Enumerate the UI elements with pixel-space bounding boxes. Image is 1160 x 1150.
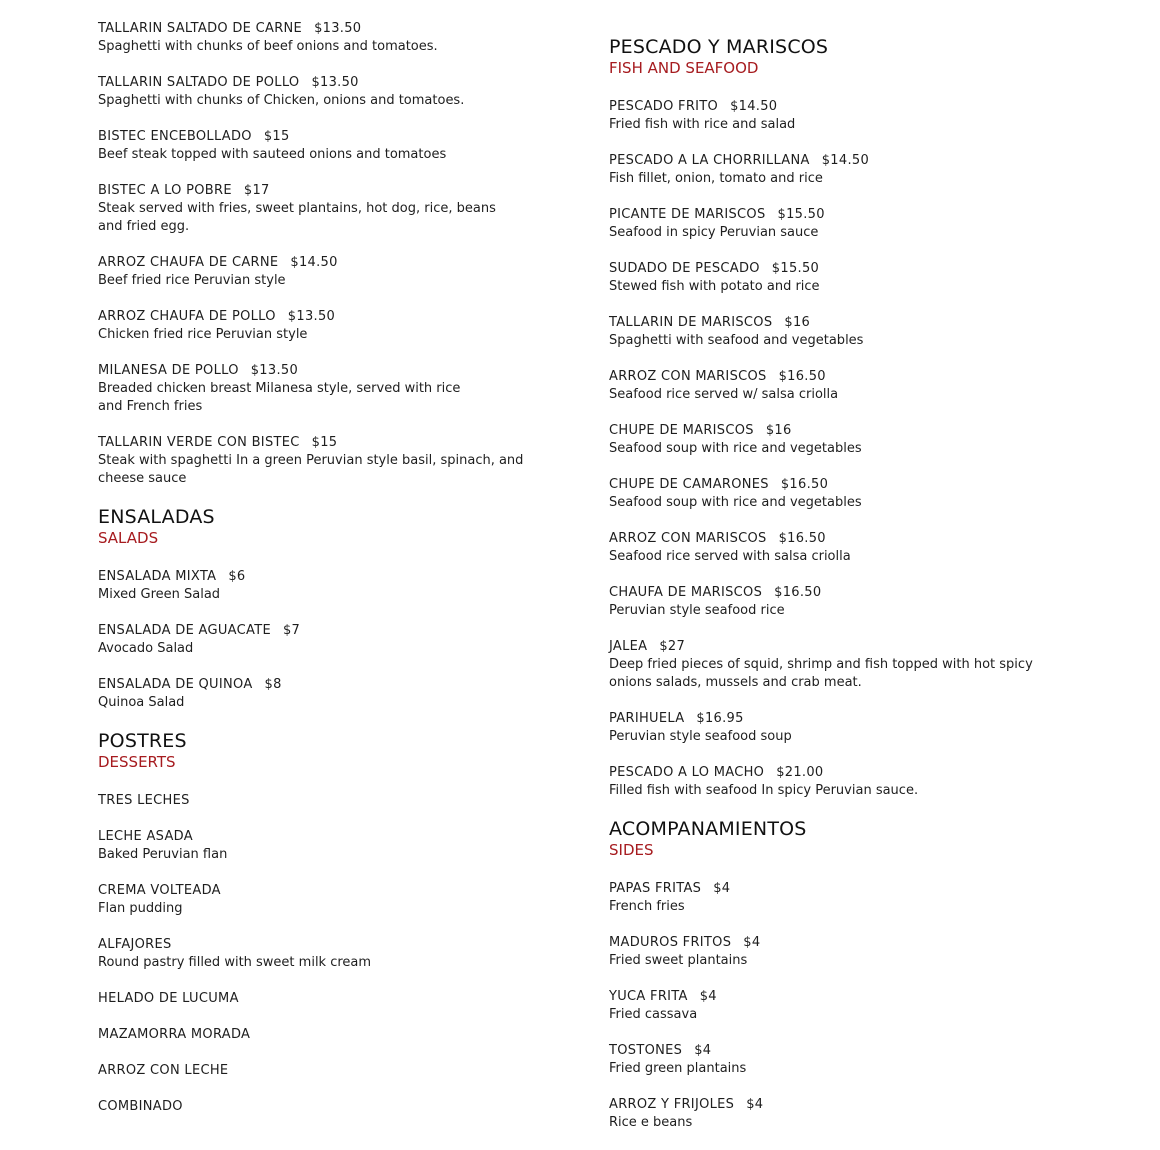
menu-item — [609, 206, 1049, 242]
menu-item-name: PESCADO A LA CHORRILLANA — [609, 153, 810, 168]
menu-item-price: $13.50 — [250, 363, 299, 378]
menu-item-title — [98, 1026, 528, 1044]
menu-item — [609, 98, 1049, 134]
menu-item-title — [98, 434, 528, 452]
menu-item-description: Steak served with fries, sweet plantains, hot dog, rice, beans and fried egg. — [98, 201, 496, 234]
menu-item — [609, 1096, 1049, 1132]
menu-item-title — [98, 828, 528, 846]
menu-item-description: Quinoa Salad — [98, 695, 185, 710]
menu-item-name: ARROZ CHAUFA DE CARNE — [98, 255, 279, 270]
menu-item-description: Flan pudding — [98, 901, 183, 916]
menu-item-name: ARROZ CHAUFA DE POLLO — [98, 309, 276, 324]
entrees-list — [98, 20, 528, 488]
menu-item — [609, 314, 1049, 350]
menu-item-description: Fried cassava — [609, 1007, 698, 1022]
menu-item-name: YUCA FRITA — [609, 989, 688, 1004]
section-subtitle-sides: SIDES — [609, 841, 654, 859]
menu-item — [98, 254, 528, 290]
menu-item-description: Rice e beans — [609, 1115, 693, 1130]
menu-item — [98, 182, 528, 236]
menu-item-description: Mixed Green Salad — [98, 587, 221, 602]
section-header-seafood — [609, 36, 1049, 78]
section-subtitle-salads: SALADS — [98, 529, 159, 547]
menu-item-description: Spaghetti with seafood and vegetables — [609, 333, 864, 348]
menu-item-description: Breaded chicken breast Milanesa style, served with rice and French fries — [98, 381, 461, 414]
menu-item-title — [609, 152, 1049, 170]
menu-item-name: PAPAS FRITAS — [609, 881, 702, 896]
menu-item-price: $4 — [713, 881, 731, 896]
menu-item — [609, 764, 1049, 800]
menu-item-description: Avocado Salad — [98, 641, 194, 656]
menu-item-name: ARROZ CON LECHE — [98, 1063, 229, 1078]
menu-item-name: BISTEC A LO POBRE — [98, 183, 232, 198]
menu-item — [98, 20, 528, 56]
menu-item-name: LECHE ASADA — [98, 829, 193, 844]
menu-item-name: ENSALADA MIXTA — [98, 569, 217, 584]
menu-item-title — [98, 622, 528, 640]
menu-item-price: $13.50 — [287, 309, 336, 324]
menu-item-description: Spaghetti with chunks of beef onions and tomatoes. — [98, 39, 438, 54]
menu-item-name: MAZAMORRA MORADA — [98, 1027, 251, 1042]
menu-item-title — [98, 568, 528, 586]
menu-column-left — [98, 20, 528, 1134]
menu-item-title — [609, 422, 1049, 440]
menu-item-description: Deep fried pieces of squid, shrimp and fish topped with hot spicy onions salads, mussels and crab meat. — [609, 657, 1033, 690]
menu-item-price: $27 — [659, 639, 686, 654]
menu-item-price: $16 — [765, 423, 792, 438]
menu-item-name: MILANESA DE POLLO — [98, 363, 239, 378]
menu-item-price: $21.00 — [776, 765, 824, 780]
menu-item — [609, 368, 1049, 404]
salads-list — [98, 568, 528, 712]
sides-list — [609, 880, 1049, 1132]
menu-column-right — [609, 36, 1049, 1150]
menu-item-title — [98, 882, 528, 900]
menu-item-price: $15 — [311, 435, 338, 450]
menu-item-description: Round pastry filled with sweet milk cream — [98, 955, 372, 970]
seafood-list — [609, 98, 1049, 800]
menu-item-description: Fried green plantains — [609, 1061, 747, 1076]
menu-item — [98, 74, 528, 110]
section-header-desserts — [98, 730, 528, 772]
menu-item-price: $7 — [282, 623, 301, 638]
menu-item-price: $14.50 — [730, 99, 778, 114]
menu-item-name: TALLARIN DE MARISCOS — [609, 315, 773, 330]
section-subtitle-seafood: FISH AND SEAFOOD — [609, 59, 759, 77]
menu-item-title — [609, 206, 1049, 224]
section-title-desserts: POSTRES — [98, 730, 187, 752]
menu-item-name: JALEA — [609, 639, 648, 654]
menu-item — [98, 434, 528, 488]
section-subtitle-desserts: DESSERTS — [98, 753, 176, 771]
menu-item-description: Chicken fried rice Peruvian style — [98, 327, 308, 342]
menu-item-name: TALLARIN VERDE CON BISTEC — [98, 435, 300, 450]
menu-item-title — [98, 936, 528, 954]
menu-item-name: TALLARIN SALTADO DE POLLO — [98, 75, 300, 90]
menu-item-price: $14.50 — [821, 153, 870, 168]
section-title-sides: ACOMPANAMIENTOS — [609, 818, 807, 840]
menu-item — [98, 1026, 528, 1044]
menu-item-name: ARROZ CON MARISCOS — [609, 369, 767, 384]
menu-item-price: $16.95 — [696, 711, 744, 726]
menu-item-price: $16.50 — [774, 585, 822, 600]
menu-item-description: Stewed fish with potato and rice — [609, 279, 820, 294]
menu-item — [609, 880, 1049, 916]
menu-item-name: CHAUFA DE MARISCOS — [609, 585, 763, 600]
menu-item-description: Spaghetti with chunks of Chicken, onions and tomatoes. — [98, 93, 465, 108]
menu-item — [609, 710, 1049, 746]
menu-item-name: PESCADO A LO MACHO — [609, 765, 765, 780]
menu-item-title — [609, 530, 1049, 548]
menu-item — [98, 362, 528, 416]
menu-item-name: ALFAJORES — [98, 937, 172, 952]
menu-item-price: $4 — [699, 989, 717, 1004]
menu-item-title — [609, 880, 1049, 898]
menu-item — [609, 260, 1049, 296]
menu-item-price: $13.50 — [314, 21, 362, 36]
desserts-list — [98, 792, 528, 1116]
menu-item-price: $15 — [263, 129, 290, 144]
menu-item-title — [98, 74, 528, 92]
menu-item-price: $6 — [228, 569, 246, 584]
menu-item — [98, 828, 528, 864]
menu-item — [98, 1062, 528, 1080]
menu-item — [609, 1042, 1049, 1078]
menu-item-title — [609, 710, 1049, 728]
menu-item-price: $14.50 — [290, 255, 338, 270]
menu-item-name: BISTEC ENCEBOLLADO — [98, 129, 252, 144]
menu-item-price: $16 — [784, 315, 811, 330]
menu-item-price: $17 — [243, 183, 270, 198]
menu-item-description: Steak with spaghetti In a green Peruvian style basil, spinach, and cheese sauce — [98, 453, 524, 486]
menu-item-name: SUDADO DE PESCADO — [609, 261, 760, 276]
menu-item-name: PICANTE DE MARISCOS — [609, 207, 766, 222]
menu-item — [609, 988, 1049, 1024]
menu-item-title — [609, 1096, 1049, 1114]
menu-item-name: PARIHUELA — [609, 711, 685, 726]
menu-item-title — [98, 182, 528, 200]
menu-item-title — [609, 988, 1049, 1006]
menu-item-description: Seafood in spicy Peruvian sauce — [609, 225, 819, 240]
menu-item — [609, 476, 1049, 512]
menu-item-description: Beef steak topped with sauteed onions and tomatoes — [98, 147, 447, 162]
menu-item-description: Seafood rice served w/ salsa criolla — [609, 387, 839, 402]
menu-item-price: $13.50 — [311, 75, 359, 90]
menu-item-name: TOSTONES — [609, 1043, 683, 1058]
menu-item-title — [609, 314, 1049, 332]
section-title-seafood: PESCADO Y MARISCOS — [609, 36, 829, 58]
menu-item-description: Fried fish with rice and salad — [609, 117, 796, 132]
menu-item-title — [609, 638, 1049, 656]
menu-item — [98, 676, 528, 712]
menu-item-description: Peruvian style seafood rice — [609, 603, 785, 618]
menu-item-price: $16.50 — [778, 531, 826, 546]
menu-item-name: ARROZ Y FRIJOLES — [609, 1097, 735, 1112]
menu-item-name: TALLARIN SALTADO DE CARNE — [98, 21, 303, 36]
menu-item-name: TRES LECHES — [98, 793, 190, 808]
menu-item-price: $15.50 — [771, 261, 820, 276]
menu-item-title — [98, 792, 528, 810]
menu-item-title — [98, 308, 528, 326]
menu-item — [609, 934, 1049, 970]
menu-item-title — [98, 254, 528, 272]
menu-item-name: ENSALADA DE QUINOA — [98, 677, 253, 692]
menu-item-description: French fries — [609, 899, 685, 914]
menu-item-title — [98, 128, 528, 146]
menu-item-name: CHUPE DE MARISCOS — [609, 423, 754, 438]
menu-item — [98, 308, 528, 344]
menu-item-name: MADUROS FRITOS — [609, 935, 732, 950]
menu-item — [98, 1098, 528, 1116]
menu-item-title — [609, 476, 1049, 494]
menu-item-name: PESCADO FRITO — [609, 99, 719, 114]
menu-item — [98, 990, 528, 1008]
menu-item-price: $8 — [264, 677, 282, 692]
menu-item-description: Seafood soup with rice and vegetables — [609, 495, 862, 510]
menu-item-description: Seafood soup with rice and vegetables — [609, 441, 862, 456]
menu-item-title — [609, 934, 1049, 952]
menu-item-description: Beef fried rice Peruvian style — [98, 273, 286, 288]
menu-item-title — [98, 990, 528, 1008]
menu-item-description: Peruvian style seafood soup — [609, 729, 792, 744]
menu-item-price: $4 — [743, 935, 761, 950]
menu-item-description: Seafood rice served with salsa criolla — [609, 549, 851, 564]
menu-item — [609, 584, 1049, 620]
menu-item — [98, 622, 528, 658]
menu-item-title — [609, 98, 1049, 116]
menu-item-name: ENSALADA DE AGUACATE — [98, 623, 271, 638]
menu-item-title — [609, 260, 1049, 278]
menu-item-name: ARROZ CON MARISCOS — [609, 531, 767, 546]
menu-item-price: $16.50 — [780, 477, 829, 492]
menu-item-title — [609, 1042, 1049, 1060]
menu-item-price: $15.50 — [777, 207, 825, 222]
menu-item-price: $16.50 — [778, 369, 826, 384]
menu-item-title — [98, 20, 528, 38]
menu-item-title — [98, 1098, 528, 1116]
menu-item-title — [98, 676, 528, 694]
menu-item-name: HELADO DE LUCUMA — [98, 991, 239, 1006]
menu-item — [98, 936, 528, 972]
menu-item-name: CREMA VOLTEADA — [98, 883, 221, 898]
menu-item-title — [98, 362, 528, 380]
menu-item-name: CHUPE DE CAMARONES — [609, 477, 769, 492]
menu-item-title — [609, 584, 1049, 602]
menu-item-price: $4 — [694, 1043, 712, 1058]
menu-item-description: Fish fillet, onion, tomato and rice — [609, 171, 823, 186]
menu-item-title — [609, 368, 1049, 386]
section-title-salads: ENSALADAS — [98, 506, 215, 528]
menu-item — [98, 792, 528, 810]
menu-item-title — [98, 1062, 528, 1080]
menu-item — [609, 530, 1049, 566]
section-header-salads — [98, 506, 528, 548]
menu-item-description: Baked Peruvian flan — [98, 847, 228, 862]
menu-item-price: $4 — [746, 1097, 764, 1112]
menu-item-title — [609, 764, 1049, 782]
menu-item — [98, 128, 528, 164]
menu-item — [609, 638, 1049, 692]
menu-item — [98, 568, 528, 604]
section-header-sides — [609, 818, 1049, 860]
menu-item-name: COMBINADO — [98, 1099, 183, 1114]
menu-item — [609, 422, 1049, 458]
menu-item-description: Filled fish with seafood In spicy Peruvian sauce. — [609, 783, 919, 798]
menu-item-description: Fried sweet plantains — [609, 953, 748, 968]
menu-item — [98, 882, 528, 918]
menu-item — [609, 152, 1049, 188]
